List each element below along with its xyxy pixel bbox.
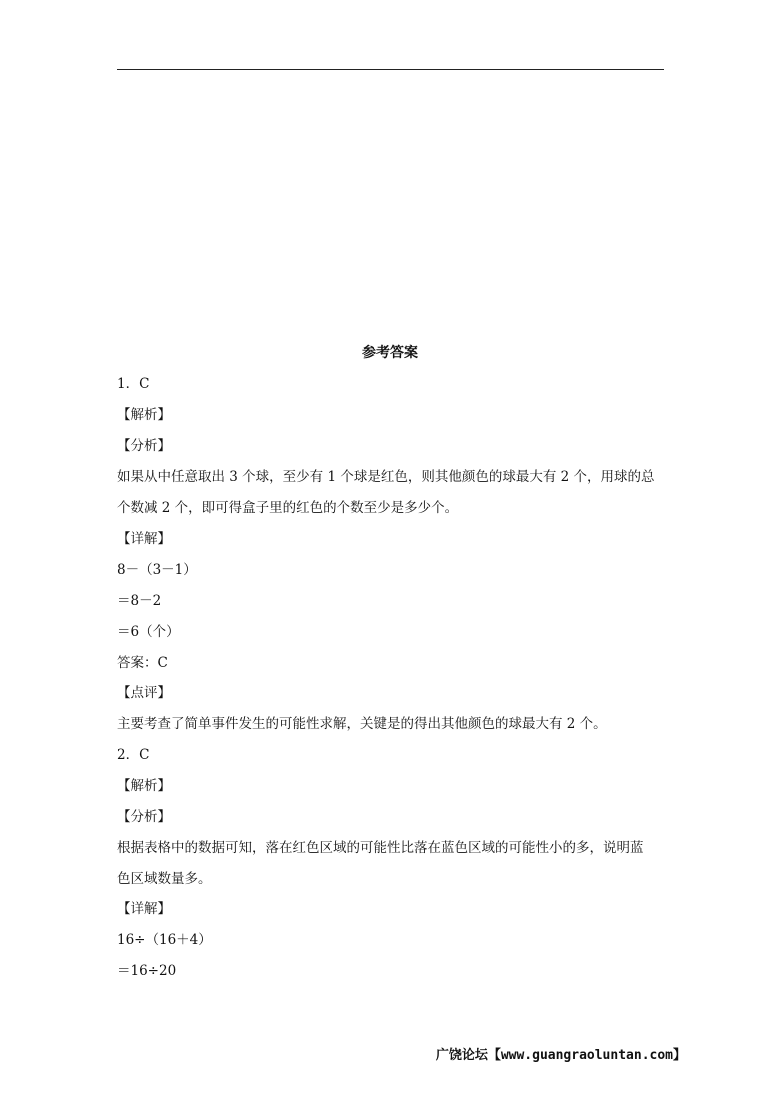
footer-watermark: 广饶论坛【www.guangraoluntan.com】 [435,1048,686,1063]
answer-1-jiexi-heading: 【解析】 [117,407,171,423]
answer-2-analysis-line-1: 根据表格中的数据可知，落在红色区域的可能性比落在蓝色区域的可能性小的多，说明蓝 [117,840,644,856]
answer-1-calc-step-1: 8－（3－1） [117,562,197,578]
answer-1-dianping-heading: 【点评】 [117,685,171,701]
answer-1-analysis-line-2: 个数减 2 个，即可得盒子里的红色的个数至少是多少个。 [117,500,459,516]
answer-2-number: 2．C [117,747,150,763]
answer-2-analysis-line-2: 色区域数量多。 [117,871,212,887]
answer-2-calc-step-2: ＝16÷20 [117,963,177,979]
answer-2-xiangjie-heading: 【详解】 [117,901,171,917]
answer-1-calc-step-2: ＝8－2 [117,593,162,609]
answer-2-fenxi-heading: 【分析】 [117,809,171,825]
answer-1-fenxi-heading: 【分析】 [117,438,171,454]
answer-1-analysis-line-1: 如果从中任意取出 3 个球，至少有 1 个球是红色，则其他颜色的球最大有 2 个，用球的总 [117,469,655,485]
answer-1-comment: 主要考查了简单事件发生的可能性求解，关键是的得出其他颜色的球最大有 2 个。 [117,716,607,732]
answer-2-calc-step-1: 16÷（16＋4） [117,932,212,948]
section-title: 参考答案 [362,345,418,361]
answer-2-jiexi-heading: 【解析】 [117,778,171,794]
answer-1-calc-step-3: ＝6（个） [117,624,180,640]
answer-1-xiangjie-heading: 【详解】 [117,531,171,547]
answer-1-number: 1．C [117,376,150,392]
header-rule [117,69,664,70]
answer-1-final-answer: 答案：C [117,655,168,671]
